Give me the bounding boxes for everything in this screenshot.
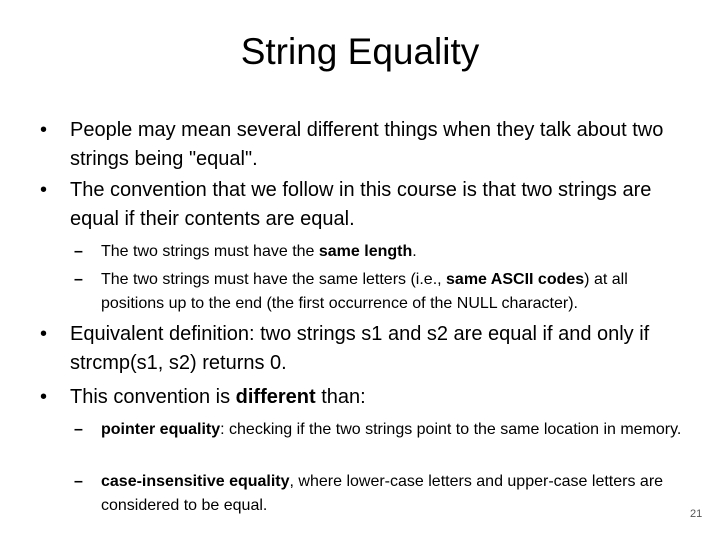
slide-title: String Equality xyxy=(240,31,480,72)
bullet-equivalent-definition xyxy=(40,320,690,378)
bullet-text: The convention that we follow in this course is that two strings are equal if their contents are equal. xyxy=(70,179,652,230)
subbullet-pointer-equality xyxy=(74,418,691,442)
bullet-text: People may mean several different things when they talk about two strings being "equal". xyxy=(70,119,664,170)
subbullet-text-bold: same length xyxy=(318,243,413,260)
bullet-text-pre: This convention is xyxy=(70,386,236,408)
dash-marker: – xyxy=(74,421,83,438)
subbullet-case-insensitive xyxy=(74,470,691,518)
bullet-text-post: than: xyxy=(315,386,366,408)
subbullet-text-bold: same ASCII codes xyxy=(446,271,585,288)
subbullet-text-bold: case-insensitive equality xyxy=(101,473,290,490)
subbullet-text-post: . xyxy=(412,243,417,260)
bullet-meaning-of-equal xyxy=(40,116,690,174)
dash-marker: – xyxy=(74,271,83,288)
subbullet-text-pre: The two strings must have the same letters (i.e., xyxy=(101,271,447,288)
bullet-text-bold: different xyxy=(235,386,316,408)
subbullet-same-length xyxy=(74,240,691,264)
bullet-marker: • xyxy=(40,179,48,201)
bullet-marker: • xyxy=(40,386,48,408)
bullet-course-convention xyxy=(40,176,690,234)
page-number: 21 xyxy=(690,508,703,520)
bullet-different-than xyxy=(40,383,690,412)
bullet-marker: • xyxy=(40,119,48,141)
bullet-text: Equivalent definition: two strings s1 and s2 are equal if and only if strcmp(s1, s2) returns 0. xyxy=(70,323,650,374)
subbullet-text-pre: The two strings must have the xyxy=(101,243,319,260)
dash-marker: – xyxy=(74,243,83,260)
subbullet-text-post: ) at all positions up to the end (the first occurrence of the NULL character). xyxy=(101,271,628,312)
subbullet-same-letters xyxy=(74,268,691,316)
subbullet-text-bold: pointer equality xyxy=(101,421,221,438)
subbullet-text-post: : checking if the two strings point to the same location in memory. xyxy=(220,421,682,438)
subbullet-text-post: , where lower-case letters and upper-case letters are considered to be equal. xyxy=(101,473,664,514)
bullet-marker: • xyxy=(40,323,48,345)
dash-marker: – xyxy=(74,473,83,490)
